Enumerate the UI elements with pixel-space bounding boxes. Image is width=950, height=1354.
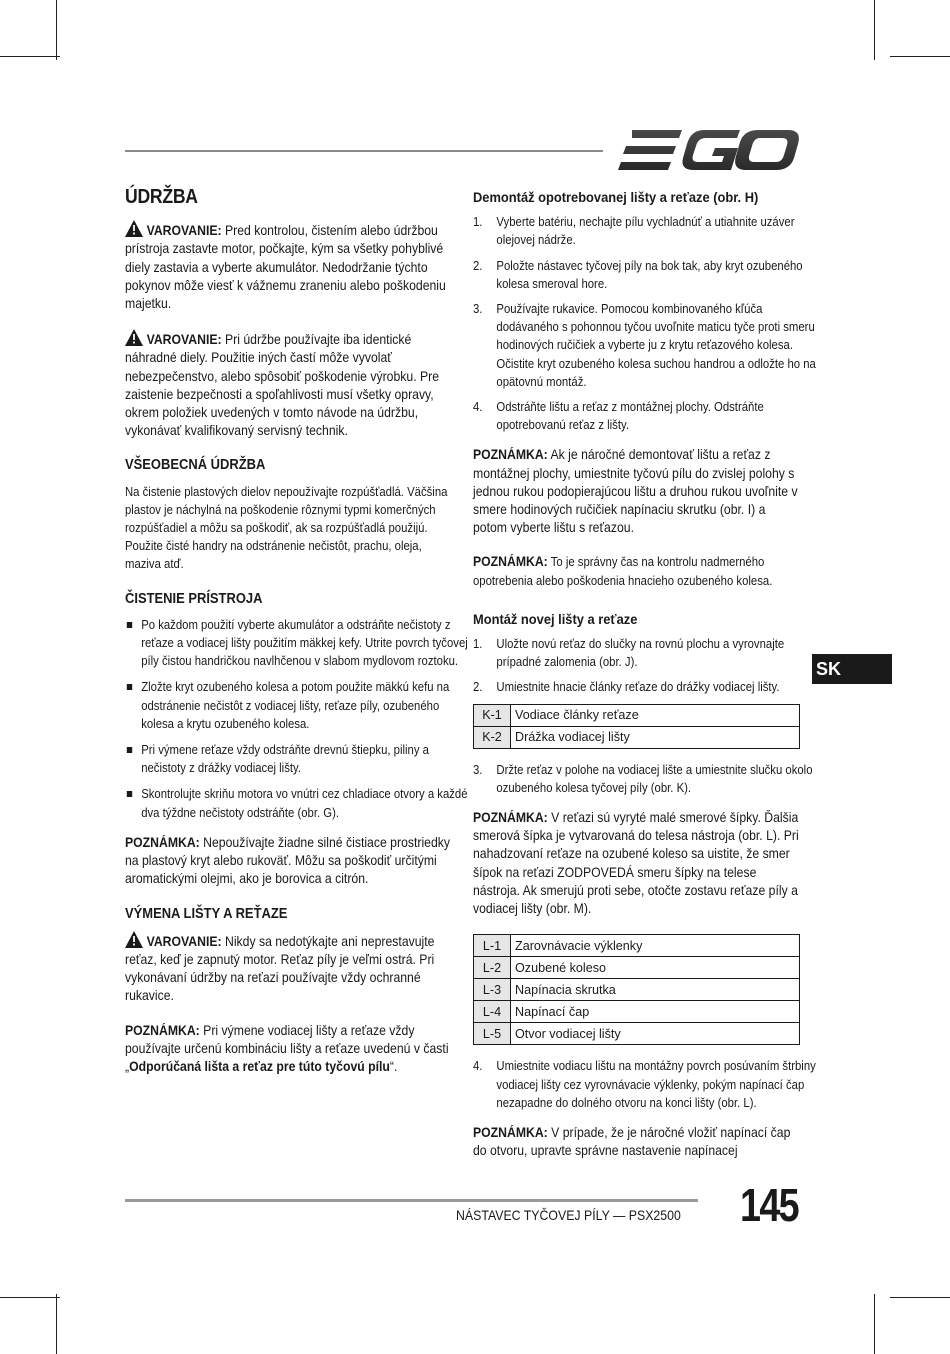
note-text: V prípade, že je náročné vložiť napínací čap do otvoru, upravte správne nastavenie napínacej: [473, 1124, 791, 1159]
footer-title: NÁSTAVEC TYČOVEJ PÍLY — PSX2500: [456, 1207, 681, 1223]
note-paragraph: [473, 1124, 803, 1160]
note-label: POZNÁMKA:: [125, 1022, 200, 1038]
table-row: K-1 Vodiace články reťaze: [474, 704, 800, 726]
general-maintenance-heading: VŠEOBECNÁ ÚDRŽBA: [125, 457, 266, 474]
list-item: 3. Držte reťaz v polohe na vodiacej lište a umiestnite slučku okolo ozubeného kolesa tyčovej píly (obr. K).: [473, 762, 813, 795]
install-heading: Montáž novej lišty a reťaze: [473, 610, 638, 627]
removal-heading: Demontáž opotrebovanej lišty a reťaze (obr. H): [473, 189, 759, 205]
cleaning-heading: ČISTENIE PRÍSTROJA: [125, 590, 263, 607]
list-item: Skontrolujte skriňu motora vo vnútri cez chladiace otvory a každé dva týždne nečistoty odstráňte (obr. G).: [125, 785, 469, 821]
warning-icon: [125, 329, 143, 346]
list-item: 1. Vyberte batériu, nechajte pílu vychladnúť a utiahnite uzáver olejovej nádrže.: [473, 215, 795, 248]
general-maintenance-text: Na čistenie plastových dielov nepoužívajte rozpúšťadlá. Väčšina plastov je náchylná na poškodenie rôznymi typmi komerčných rozpúšťadiel a môžu sa poškodiť, ak sa rozpúšťadlá použijú. Použite čisté handry na odstránenie nečistôt, prachu, oleja, maziva atď.: [125, 484, 448, 572]
install-step-4: [473, 1057, 816, 1112]
warning-text: Pri údržbe používajte iba identické náhradné diely. Použitie iných častí môže vyvolať nebezpečenstvo, alebo spôsobiť poškodenie výrobku. Pre zaistenie bezpečnosti a spoľahlivosti musí všetky opravy, okrem položiek uvedených v tomto návode na údržbu, vykonávať kvalifikovaný servisný technik.: [125, 332, 440, 439]
legend-table-l: [473, 934, 800, 1045]
footer-rule: [125, 1199, 698, 1202]
legend-table-k: [473, 704, 800, 749]
note-label: POZNÁMKA:: [473, 810, 548, 826]
note-text: V reťazi sú vyryté malé smerové šípky. Ďalšia smerová šípka je vytvarovaná do telesa nástroja (obr. L). Pri nahadzovaní reťaze na ozubené koleso sa uistite, že smer šípok na reťazi ZODPOVEDÁ smeru šípky na telese nástroja. Ak smerujú proti sebe, otočte zostavu reťaze píly a vodiacej lišty (obr. M).: [473, 810, 799, 917]
note-paragraph: [473, 809, 803, 918]
note-label: POZNÁMKA:: [473, 447, 548, 463]
page-number: 145: [740, 1179, 799, 1231]
warning-paragraph: [125, 931, 453, 1006]
crop-mark: [874, 0, 875, 60]
language-tab: SK: [812, 654, 892, 684]
install-step-3: [473, 761, 813, 797]
list-item: 3. Používajte rukavice. Pomocou kombinovaného kľúča dodávaného s pohonnou tyčou uvoľnite maticu tyče proti smeru hodinových ručičiek a vyberte ju z krytu reťazového kolesa. Očistite kryt ozubeného kolesa suchou handrou a odložte ho na opätovnú montáž.: [473, 302, 816, 389]
crop-mark: [56, 1294, 57, 1354]
table-row: L-2 Ozubené koleso: [474, 957, 800, 979]
list-item: 4. Umiestnite vodiacu lištu na montážny povrch posúvaním štrbiny vodiacej lišty cez vyrovnávacie výklenky, pokým napínací čap nezapadne do dolného otvoru na konci lišty (obr. L).: [473, 1059, 816, 1110]
warning-label: VAROVANIE:: [146, 223, 222, 239]
list-item: Pri výmene reťaze vždy odstráňte drevnú štiepku, piliny a nečistoty z drážky vodiacej lišty.: [125, 741, 469, 777]
warning-paragraph: [125, 329, 453, 440]
right-column: [473, 188, 816, 1176]
section-title: ÚDRŽBA: [125, 186, 198, 208]
warning-paragraph: [125, 220, 453, 313]
list-item: Zložte kryt ozubeného kolesa a potom použite mäkkú kefu na odstránenie nečistôt z vodiacej lišty, reťaze píly, ozubeného kolesa a krytu ozubeného kolesa.: [125, 678, 469, 733]
install-steps: [473, 635, 803, 697]
warning-icon: [125, 931, 143, 948]
warning-text: Pred kontrolou, čistením alebo údržbou prístroja zastavte motor, počkajte, kým sa všetky pohyblivé diely zastavia a vyberte akumulátor. Nedodržanie týchto pokynov môže viesť k vážnemu zraneniu alebo poškodeniu majetku.: [125, 223, 446, 312]
note-paragraph: [125, 834, 453, 889]
warning-text: Nikdy sa nedotýkajte ani neprestavujte reťaz, keď je zapnutý motor. Reťaz píly je veľmi ostrá. Pri vykonávaní údržby na reťazi používajte vždy ochranné rukavice.: [125, 933, 435, 1004]
table-row: L-3 Napínacia skrutka: [474, 979, 800, 1001]
warning-icon: [125, 220, 143, 237]
note-text: Ak je náročné demontovať lištu a reťaz z montážnej plochy, umiestnite tyčovú pílu do zvislej polohy s jednou rukou podopierajúcou lištu a druhou rukou uvoľnite v smere hodinových ručičiek napínaciu skrutku (obr. I) a potom vyberte lištu s reťazou.: [473, 447, 798, 536]
replace-heading: VÝMENA LIŠTY A REŤAZE: [125, 905, 288, 922]
note-end: “.: [389, 1058, 398, 1074]
cleaning-list: [125, 616, 468, 822]
note-paragraph: [125, 1022, 453, 1077]
list-item: 1. Uložte novú reťaz do slučky na rovnú plochu a vyrovnajte prípadné zalomenia (obr. J).: [473, 637, 785, 670]
crop-mark: [0, 56, 60, 57]
note-text: To je správny čas na kontrolu nadmerného opotrebenia alebo poškodenia hnacieho ozubeného kolesa.: [473, 555, 773, 588]
note-label: POZNÁMKA:: [125, 834, 200, 850]
note-paragraph: [473, 446, 803, 537]
note-text: Pri výmene vodiacej lišty a reťaze vždy používajte určenú kombináciu lišty a reťaze uvedenú v časti „: [125, 1022, 449, 1074]
warning-label: VAROVANIE:: [146, 332, 222, 348]
crop-mark: [890, 1297, 950, 1298]
list-item: 2. Umiestnite hnacie články reťaze do drážky vodiacej lišty.: [473, 680, 780, 695]
list-item: Po každom použití vyberte akumulátor a odstráňte nečistoty z reťaze a vodiacej lišty použitím mäkkej kefy. Utrite povrch tyčovej píly čistou handričkou navlhčenou v slabom mydlovom roztoku.: [125, 616, 469, 671]
crop-mark: [890, 56, 950, 57]
header-rule: [125, 150, 603, 152]
removal-steps: [473, 213, 816, 434]
note-label: POZNÁMKA:: [473, 1124, 548, 1140]
crop-mark: [56, 0, 57, 60]
note-paragraph: [473, 553, 803, 589]
note-bold-reference: Odporúčaná lišta a reťaz pre túto tyčovú pílu: [129, 1058, 390, 1074]
left-column: [125, 186, 468, 1092]
table-row: K-2 Drážka vodiacej lišty: [474, 726, 800, 748]
ego-logo: [618, 128, 800, 172]
table-row: L-5 Otvor vodiacej lišty: [474, 1023, 800, 1045]
list-item: 2. Položte nástavec tyčovej píly na bok tak, aby kryt ozubeného kolesa smeroval hore.: [473, 258, 803, 291]
warning-label: VAROVANIE:: [146, 933, 222, 949]
note-label: POZNÁMKA:: [473, 554, 548, 570]
note-text: Nepoužívajte žiadne silné čistiace prostriedky na plastový kryt alebo rukoväť. Môžu sa poškodiť určitými aromatickými olejmi, ako je borovica a citrón.: [125, 834, 451, 887]
crop-mark: [0, 1297, 60, 1298]
table-row: L-4 Napínací čap: [474, 1001, 800, 1023]
table-row: L-1 Zarovnávacie výklenky: [474, 935, 800, 957]
crop-mark: [874, 1294, 875, 1354]
list-item: 4. Odstráňte lištu a reťaz z montážnej plochy. Odstráňte opotrebovanú reťaz z lišty.: [473, 400, 764, 433]
